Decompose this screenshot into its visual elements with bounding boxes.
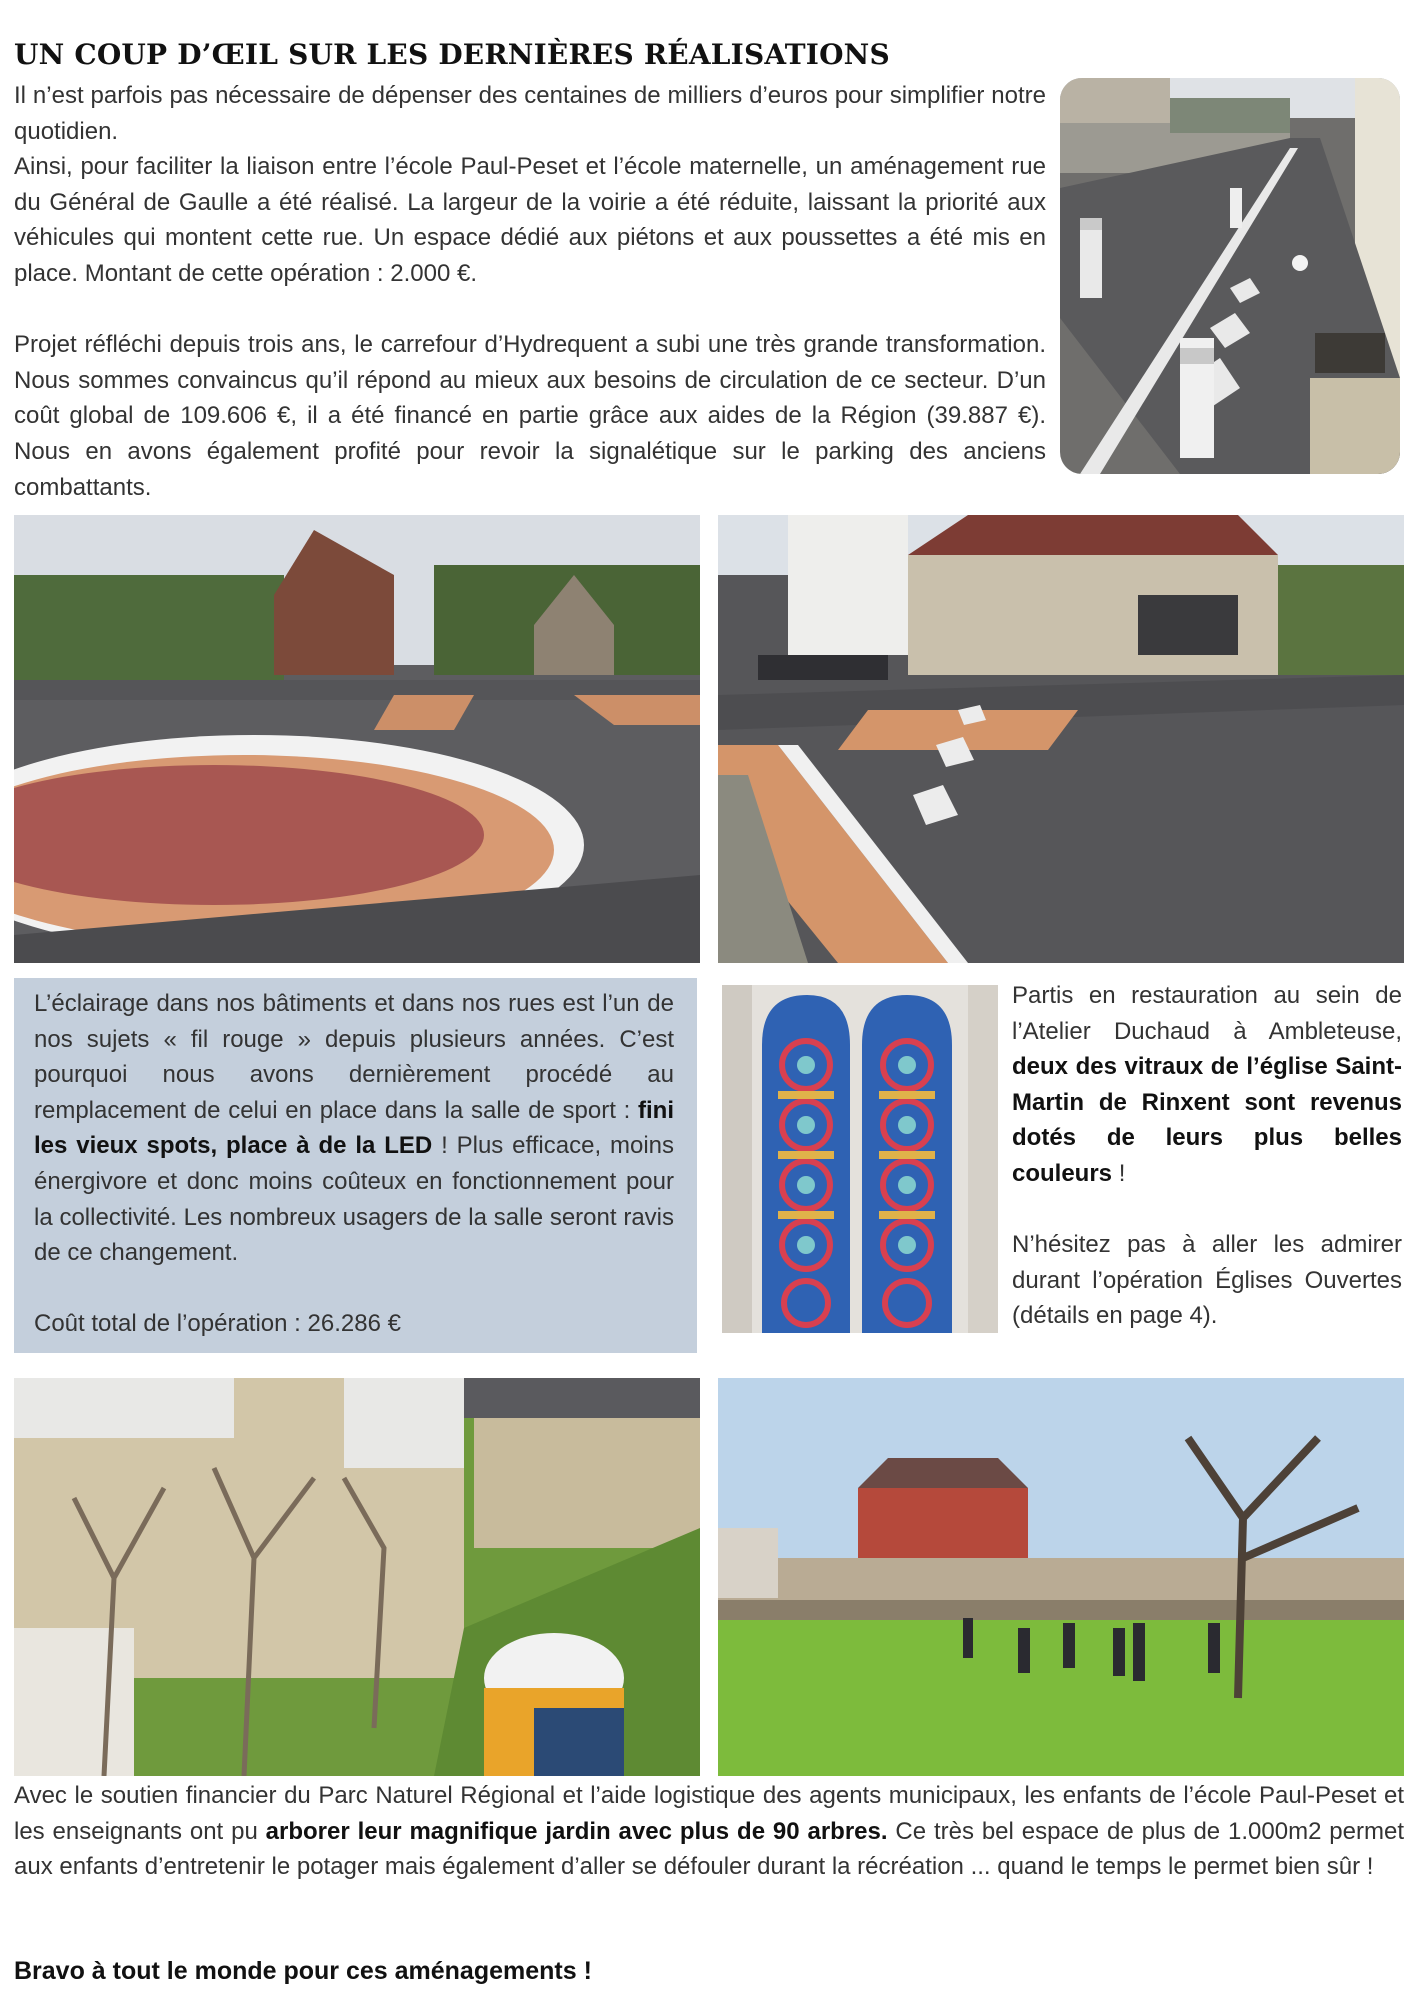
stained-glass-highlight: deux des vitraux de l’église Saint-Martin de Rinxent sont revenus dotés de leurs plus belles couleurs (1012, 1053, 1402, 1187)
intro-paragraph-3: Projet réfléchi depuis trois ans, le carrefour d’Hydrequent a subi une très grande transformation. Nous sommes convaincus qu’il répond au mieux aux besoins de circulation de ce secteur. D’un coût global de 109.606 €, il a été financé en partie grâce aux aides de la Région (39.887 €). Nous en avons également profité pour revoir la signalétique sur le parking des anciens combattants. (14, 331, 1046, 501)
intro-text (14, 78, 1046, 505)
page-title: UN COUP D’ŒIL SUR LES DERNIÈRES RÉALISATIONS (14, 38, 890, 71)
garden-highlight: arborer leur magnifique jardin avec plus de 90 arbres. (265, 1817, 888, 1845)
intro-paragraph-2: Ainsi, pour faciliter la liaison entre l’école Paul-Peset et l’école maternelle, un aménagement rue du Général de Gaulle a été réalisé. La largeur de la voirie a été réduite, laissant la priorité aux véhicules qui montent cette rue. Un espace dédié aux piétons et aux poussettes a été mis en place. Montant de cette opération : 2.000 €. (14, 153, 1046, 287)
crossroads-photo-left (14, 515, 700, 963)
crossroads-photo-right (718, 515, 1404, 963)
stained-glass-paragraph-2: N’hésitez pas à aller les admirer durant l’opération Églises Ouvertes (détails en page 4). (1012, 1231, 1402, 1330)
street-bollards-photo (1060, 78, 1400, 474)
school-garden-photo-right (718, 1378, 1404, 1776)
lighting-highlight: fini les vieux spots, place à de la LED (34, 1096, 674, 1160)
lighting-cost: Coût total de l’opération : 26.286 € (34, 1310, 401, 1338)
lighting-text: L’éclairage dans nos bâtiments et dans nos rues est l’un de nos sujets « fil rouge » depuis plusieurs années. C’est pourquoi nous avons dernièrement procédé au remplacement de celui en place dans la salle de sport : fini les vieux spots, place à de la LED ! Plus efficace, moins énergivore et donc moins coûteux en fonctionnement pour la collectivité. Les nombreux usagers de la salle seront ravis de ce changement. Coût total de l’opération : 26.286 € (34, 986, 674, 1342)
stained-glass-photo (722, 985, 998, 1333)
garden-text: Avec le soutien financier du Parc Naturel Régional et l’aide logistique des agents municipaux, les enfants de l’école Paul-Peset et les enseignants ont pu arborer leur magnifique jardin avec plus de 90 arbres. Ce très bel espace de plus de 1.000m2 permet aux enfants d’entretenir le potager mais également d’aller se défouler durant la récréation ... quand le temps le permet bien sûr ! (14, 1782, 1404, 1881)
stained-glass-text: Partis en restauration au sein de l’Atelier Duchaud à Ambleteuse, deux des vitraux de l’église Saint-Martin de Rinxent sont revenus dotés de leurs plus belles couleurs ! N’hésitez pas à aller les admirer durant l’opération Églises Ouvertes (détails en page 4). (1012, 978, 1402, 1334)
school-garden-photo-left (14, 1378, 700, 1776)
closing-statement: Bravo à tout le monde pour ces aménagements ! (14, 1957, 592, 1985)
lighting-info-box (14, 978, 697, 1353)
intro-paragraph-1: Il n’est parfois pas nécessaire de dépenser des centaines de milliers d’euros pour simplifier notre quotidien. (14, 82, 1046, 145)
